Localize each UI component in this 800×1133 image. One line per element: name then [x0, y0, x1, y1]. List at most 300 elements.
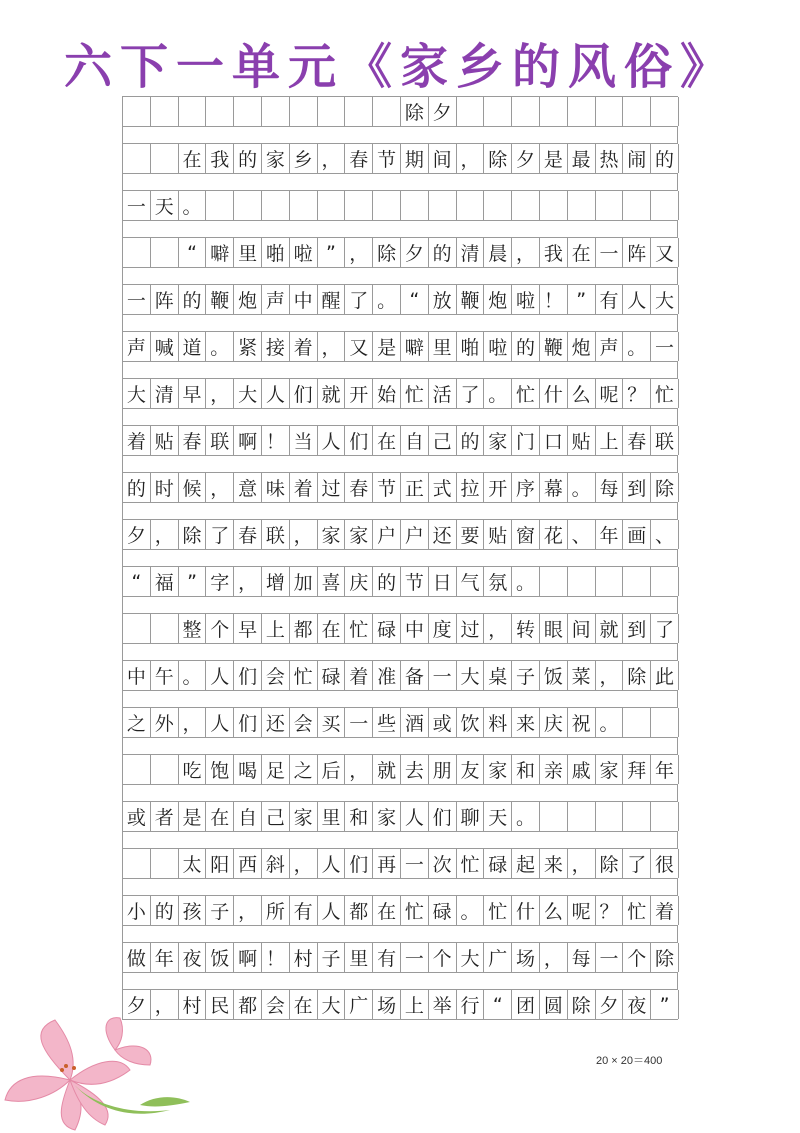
grid-cell: ，	[540, 943, 568, 972]
grid-cell: 己	[262, 802, 290, 831]
grid-spacer	[122, 409, 678, 425]
grid-cell	[373, 191, 401, 220]
grid-cell: ，	[234, 896, 262, 925]
grid-cell: 春	[234, 520, 262, 549]
grid-cell: 贴	[151, 426, 179, 455]
grid-cell: 夕	[429, 97, 457, 126]
grid-cell: 什	[512, 896, 540, 925]
grid-cell	[512, 191, 540, 220]
grid-spacer	[122, 785, 678, 801]
grid-row	[122, 519, 678, 550]
grid-cell: 些	[373, 708, 401, 737]
grid-spacer	[122, 738, 678, 754]
grid-cell: 一	[123, 191, 151, 220]
grid-cell: 序	[512, 473, 540, 502]
grid-cell: 忙	[345, 614, 373, 643]
grid-cell: 后	[318, 755, 346, 784]
grid-cell: 们	[290, 379, 318, 408]
grid-cell: 忙	[290, 661, 318, 690]
grid-cell: ”	[318, 238, 346, 267]
grid-cell: 噼	[401, 332, 429, 361]
grid-cell: 此	[651, 661, 679, 690]
grid-cell: 道	[179, 332, 207, 361]
grid-cell: 夜	[179, 943, 207, 972]
grid-row	[122, 96, 678, 127]
grid-cell: 再	[373, 849, 401, 878]
grid-cell: 到	[623, 614, 651, 643]
grid-cell: 准	[373, 661, 401, 690]
grid-cell: 啦	[484, 332, 512, 361]
grid-cell: 一	[596, 238, 624, 267]
grid-cell: 们	[429, 802, 457, 831]
grid-cell: 都	[345, 896, 373, 925]
grid-cell: 家	[262, 144, 290, 173]
grid-cell: 次	[429, 849, 457, 878]
grid-cell: 忙	[512, 379, 540, 408]
grid-cell	[540, 191, 568, 220]
grid-cell: 上	[401, 990, 429, 1019]
grid-cell: ，	[596, 661, 624, 690]
grid-row	[122, 566, 678, 597]
grid-cell: 会	[262, 990, 290, 1019]
grid-cell: 饱	[206, 755, 234, 784]
grid-cell: 喊	[151, 332, 179, 361]
grid-cell	[484, 97, 512, 126]
grid-cell	[179, 97, 207, 126]
grid-cell: “	[484, 990, 512, 1019]
grid-cell: 碌	[373, 614, 401, 643]
grid-cell: 贴	[568, 426, 596, 455]
grid-row	[122, 331, 678, 362]
lily-flower-icon	[0, 1010, 200, 1133]
grid-cell: 家	[318, 520, 346, 549]
grid-cell: 我	[540, 238, 568, 267]
grid-cell: 春	[179, 426, 207, 455]
grid-cell	[151, 144, 179, 173]
grid-cell	[540, 802, 568, 831]
grid-cell: 孩	[179, 896, 207, 925]
grid-cell: 炮	[484, 285, 512, 314]
grid-cell: 的	[457, 426, 485, 455]
grid-cell: 小	[123, 896, 151, 925]
grid-cell: ，	[206, 379, 234, 408]
grid-cell: 鞭	[457, 285, 485, 314]
grid-cell: 早	[234, 614, 262, 643]
grid-spacer	[122, 597, 678, 613]
grid-cell: 或	[429, 708, 457, 737]
grid-cell: 鞭	[540, 332, 568, 361]
grid-cell: 大	[318, 990, 346, 1019]
grid-cell	[540, 97, 568, 126]
grid-cell: 热	[596, 144, 624, 173]
grid-cell: 家	[290, 802, 318, 831]
grid-cell: 里	[234, 238, 262, 267]
grid-cell: 朋	[429, 755, 457, 784]
grid-cell: 乡	[290, 144, 318, 173]
grid-cell: 和	[512, 755, 540, 784]
grid-cell: 声	[123, 332, 151, 361]
grid-cell: 一	[651, 332, 679, 361]
grid-cell: 夕	[123, 520, 151, 549]
grid-cell: 了	[623, 849, 651, 878]
grid-cell: 有	[373, 943, 401, 972]
grid-cell: “	[123, 567, 151, 596]
grid-cell	[568, 567, 596, 596]
grid-cell: 是	[179, 802, 207, 831]
grid-cell	[123, 849, 151, 878]
grid-cell: 一	[401, 849, 429, 878]
grid-cell: 鞭	[206, 285, 234, 314]
grid-cell: 们	[345, 426, 373, 455]
grid-cell: 们	[234, 661, 262, 690]
grid-cell: 一	[429, 661, 457, 690]
grid-cell	[596, 567, 624, 596]
grid-cell: 里	[318, 802, 346, 831]
grid-cell: 里	[345, 943, 373, 972]
grid-cell: ，	[318, 144, 346, 173]
grid-cell: 中	[290, 285, 318, 314]
grid-row	[122, 942, 678, 973]
grid-cell	[623, 97, 651, 126]
grid-cell: 阵	[151, 285, 179, 314]
grid-cell: 。	[623, 332, 651, 361]
grid-cell: 忙	[623, 896, 651, 925]
grid-cell: 眼	[540, 614, 568, 643]
grid-cell	[568, 802, 596, 831]
grid-cell: 的	[373, 567, 401, 596]
grid-cell: ，	[318, 332, 346, 361]
grid-cell: 聊	[457, 802, 485, 831]
grid-cell: 口	[540, 426, 568, 455]
grid-row	[122, 660, 678, 691]
grid-cell: 在	[568, 238, 596, 267]
grid-cell: 场	[512, 943, 540, 972]
grid-cell: 大	[123, 379, 151, 408]
grid-cell: ”	[651, 990, 679, 1019]
grid-cell: 是	[540, 144, 568, 173]
grid-cell: 有	[596, 285, 624, 314]
grid-cell: 、	[651, 520, 679, 549]
grid-spacer	[122, 550, 678, 566]
grid-cell: 过	[457, 614, 485, 643]
grid-cell: 日	[429, 567, 457, 596]
grid-cell: 庆	[540, 708, 568, 737]
grid-cell: 所	[262, 896, 290, 925]
grid-cell: 春	[623, 426, 651, 455]
grid-cell: 转	[512, 614, 540, 643]
grid-spacer	[122, 174, 678, 190]
grid-cell: 拉	[457, 473, 485, 502]
grid-cell: 呢	[596, 379, 624, 408]
grid-cell: 来	[512, 708, 540, 737]
grid-cell: 在	[206, 802, 234, 831]
grid-cell: 间	[429, 144, 457, 173]
grid-cell: 除	[596, 849, 624, 878]
grid-cell: 饭	[540, 661, 568, 690]
grid-cell: ，	[345, 755, 373, 784]
grid-cell: 了	[206, 520, 234, 549]
grid-spacer	[122, 362, 678, 378]
grid-cell: 闹	[623, 144, 651, 173]
grid-cell: 来	[540, 849, 568, 878]
grid-row	[122, 472, 678, 503]
grid-cell: 幕	[540, 473, 568, 502]
grid-cell: 戚	[568, 755, 596, 784]
grid-cell: 始	[373, 379, 401, 408]
grid-cell: 吃	[179, 755, 207, 784]
grid-cell: 炮	[568, 332, 596, 361]
grid-cell	[290, 191, 318, 220]
grid-cell: 料	[484, 708, 512, 737]
grid-cell: 啦	[290, 238, 318, 267]
grid-cell: 清	[457, 238, 485, 267]
grid-row	[122, 707, 678, 738]
grid-cell: 。	[596, 708, 624, 737]
grid-cell: 。	[179, 191, 207, 220]
grid-cell: 活	[429, 379, 457, 408]
grid-cell	[123, 755, 151, 784]
grid-cell	[318, 191, 346, 220]
grid-cell: 了	[457, 379, 485, 408]
grid-cell: 忙	[484, 896, 512, 925]
grid-cell	[290, 97, 318, 126]
grid-cell: 足	[262, 755, 290, 784]
grid-cell: 式	[429, 473, 457, 502]
grid-cell: ，	[290, 520, 318, 549]
grid-cell: 正	[401, 473, 429, 502]
grid-cell: 开	[345, 379, 373, 408]
grid-cell: 家	[373, 802, 401, 831]
grid-cell: 们	[345, 849, 373, 878]
grid-spacer	[122, 268, 678, 284]
grid-cell: 清	[151, 379, 179, 408]
grid-cell: 或	[123, 802, 151, 831]
grid-spacer	[122, 503, 678, 519]
grid-cell	[512, 97, 540, 126]
grid-cell: 会	[290, 708, 318, 737]
grid-cell: 除	[651, 943, 679, 972]
grid-cell: 夕	[401, 238, 429, 267]
grid-cell: 子	[318, 943, 346, 972]
grid-cell	[151, 238, 179, 267]
grid-row	[122, 237, 678, 268]
grid-cell: 一	[596, 943, 624, 972]
grid-cell: 在	[373, 426, 401, 455]
grid-cell: 广	[484, 943, 512, 972]
grid-cell: 人	[206, 661, 234, 690]
grid-cell: ，	[234, 567, 262, 596]
grid-cell: 之	[123, 708, 151, 737]
grid-cell: ，	[290, 849, 318, 878]
grid-cell: 。	[179, 661, 207, 690]
grid-cell: 接	[262, 332, 290, 361]
grid-cell: 会	[262, 661, 290, 690]
grid-cell: 夕	[596, 990, 624, 1019]
grid-cell: 晨	[484, 238, 512, 267]
grid-spacer	[122, 644, 678, 660]
grid-cell: 村	[179, 990, 207, 1019]
grid-cell: 祝	[568, 708, 596, 737]
grid-cell: 除	[484, 144, 512, 173]
grid-cell: 了	[345, 285, 373, 314]
grid-count-label: 20 × 20＝400	[596, 1055, 663, 1067]
grid-cell: 一	[345, 708, 373, 737]
grid-cell: 家	[484, 426, 512, 455]
grid-cell: 还	[429, 520, 457, 549]
grid-row	[122, 895, 678, 926]
grid-cell: 家	[345, 520, 373, 549]
grid-cell	[651, 97, 679, 126]
grid-row	[122, 425, 678, 456]
grid-cell	[651, 567, 679, 596]
grid-cell: 忙	[651, 379, 679, 408]
grid-cell: 己	[429, 426, 457, 455]
grid-cell: 买	[318, 708, 346, 737]
grid-cell: 碌	[484, 849, 512, 878]
grid-cell: 大	[457, 943, 485, 972]
grid-cell: 除	[401, 97, 429, 126]
page-title: 六下一单元《家乡的风俗》	[63, 39, 736, 95]
grid-cell: 除	[651, 473, 679, 502]
grid-cell: 意	[234, 473, 262, 502]
grid-cell: 广	[345, 990, 373, 1019]
grid-cell: ”	[179, 567, 207, 596]
grid-cell: 。	[373, 285, 401, 314]
grid-cell	[123, 238, 151, 267]
grid-cell: 拜	[623, 755, 651, 784]
grid-cell: ”	[568, 285, 596, 314]
grid-cell: 期	[401, 144, 429, 173]
grid-cell: 啊	[234, 943, 262, 972]
grid-cell	[568, 97, 596, 126]
grid-cell: 整	[179, 614, 207, 643]
grid-row	[122, 378, 678, 409]
grid-cell: 啦	[512, 285, 540, 314]
grid-cell: 的	[234, 144, 262, 173]
grid-cell: 庆	[345, 567, 373, 596]
grid-cell: ，	[206, 473, 234, 502]
grid-cell: 。	[206, 332, 234, 361]
grid-cell: 。	[512, 567, 540, 596]
grid-row	[122, 613, 678, 644]
grid-cell	[345, 191, 373, 220]
grid-spacer	[122, 221, 678, 237]
grid-cell: 碌	[429, 896, 457, 925]
grid-cell: 啊	[234, 426, 262, 455]
grid-cell: 的	[179, 285, 207, 314]
grid-cell: 忙	[401, 379, 429, 408]
grid-cell: 和	[345, 802, 373, 831]
grid-cell: 窗	[512, 520, 540, 549]
grid-row	[122, 190, 678, 221]
grid-cell	[429, 191, 457, 220]
grid-cell	[206, 97, 234, 126]
grid-cell: 除	[623, 661, 651, 690]
grid-cell: 节	[373, 473, 401, 502]
grid-spacer	[122, 315, 678, 331]
grid-cell: 么	[540, 896, 568, 925]
grid-cell: 备	[401, 661, 429, 690]
grid-cell: ？	[596, 896, 624, 925]
grid-cell: ，	[151, 990, 179, 1019]
grid-cell: 开	[484, 473, 512, 502]
grid-cell: 大	[234, 379, 262, 408]
grid-cell: 夕	[512, 144, 540, 173]
grid-cell: 亲	[540, 755, 568, 784]
grid-cell: 过	[318, 473, 346, 502]
grid-cell: 着	[290, 332, 318, 361]
grid-cell: 最	[568, 144, 596, 173]
grid-cell: 着	[651, 896, 679, 925]
grid-cell	[123, 144, 151, 173]
grid-cell: 在	[290, 990, 318, 1019]
grid-cell: 一	[123, 285, 151, 314]
grid-spacer	[122, 879, 678, 895]
grid-cell: 什	[540, 379, 568, 408]
grid-cell: 者	[151, 802, 179, 831]
grid-cell: ，	[457, 144, 485, 173]
grid-cell: 子	[206, 896, 234, 925]
grid-cell: 的	[151, 896, 179, 925]
grid-cell: ！	[262, 426, 290, 455]
grid-cell: 啪	[262, 238, 290, 267]
grid-cell: 联	[206, 426, 234, 455]
grid-cell: 户	[373, 520, 401, 549]
grid-cell: 加	[290, 567, 318, 596]
grid-cell: 我	[206, 144, 234, 173]
grid-cell: 阵	[623, 238, 651, 267]
grid-cell: 在	[318, 614, 346, 643]
grid-cell: 除	[568, 990, 596, 1019]
grid-cell: ？	[623, 379, 651, 408]
grid-cell: 联	[651, 426, 679, 455]
grid-cell: 午	[151, 661, 179, 690]
grid-cell: 要	[457, 520, 485, 549]
grid-cell: 间	[568, 614, 596, 643]
grid-cell: 家	[484, 755, 512, 784]
grid-cell: 举	[429, 990, 457, 1019]
grid-cell: 春	[345, 144, 373, 173]
grid-cell: 醒	[318, 285, 346, 314]
grid-cell: 人	[318, 849, 346, 878]
grid-cell: 联	[262, 520, 290, 549]
grid-cell: 又	[651, 238, 679, 267]
grid-cell: 阳	[206, 849, 234, 878]
grid-cell: 上	[262, 614, 290, 643]
grid-cell: 都	[290, 614, 318, 643]
grid-cell: 当	[290, 426, 318, 455]
grid-cell: 的	[512, 332, 540, 361]
grid-cell: 场	[373, 990, 401, 1019]
grid-cell: 起	[512, 849, 540, 878]
grid-cell: 。	[457, 896, 485, 925]
grid-cell	[234, 191, 262, 220]
grid-cell	[206, 191, 234, 220]
grid-cell: 子	[512, 661, 540, 690]
grid-cell: 、	[568, 520, 596, 549]
grid-cell: 每	[596, 473, 624, 502]
grid-cell: 又	[345, 332, 373, 361]
grid-cell	[151, 849, 179, 878]
grid-cell	[651, 191, 679, 220]
grid-cell: 去	[401, 755, 429, 784]
grid-cell: 紧	[234, 332, 262, 361]
grid-cell	[484, 191, 512, 220]
grid-cell: 声	[596, 332, 624, 361]
grid-cell: 的	[651, 144, 679, 173]
grid-cell: 忙	[401, 896, 429, 925]
grid-cell: ！	[540, 285, 568, 314]
